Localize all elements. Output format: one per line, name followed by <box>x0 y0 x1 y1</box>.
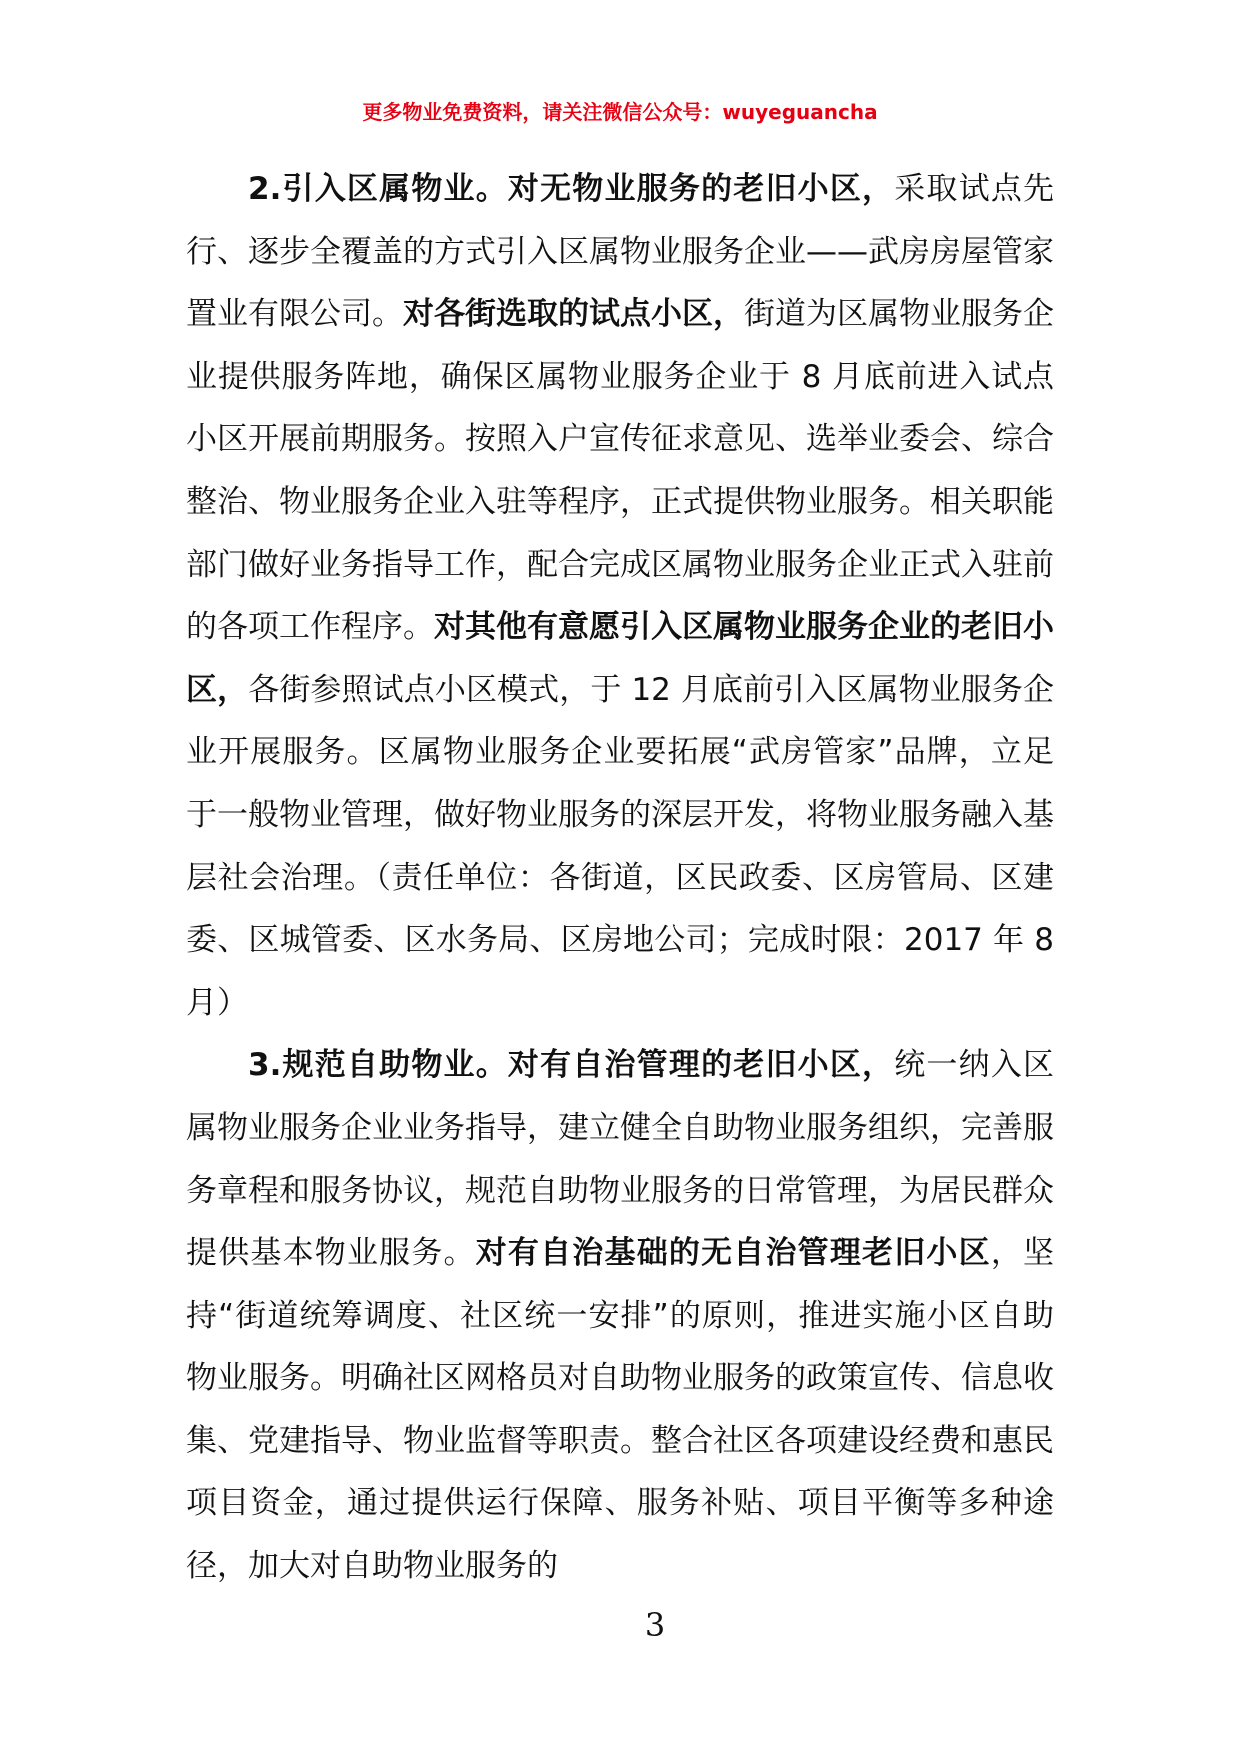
paragraph-section-3 <box>186 1034 1054 1597</box>
section-3-text-2: ，坚持“街道统筹调度、社区统一安排”的原则，推进实施小区自助物业服务。明确社区网格员对自助物业服务的政策宣传、信息收集、党建指导、物业监督等职责。整合社区各项建设经费和惠民项目资金，通过提供运行保障、服务补贴、项目平衡等多种途径，加大对自助物业服务的 <box>186 1235 1055 1585</box>
section-3-heading: 3.规范自助物业。 <box>248 1047 508 1084</box>
section-2-bold-lead-2: 对各街选取的试点小区， <box>403 296 744 333</box>
section-3-bold-lead-2: 对有自治基础的无自治管理老旧小区 <box>475 1235 991 1272</box>
paragraph-section-2 <box>186 158 1054 1034</box>
section-2-bold-lead-1: 对无物业服务的老旧小区， <box>507 171 895 207</box>
document-body <box>186 158 1054 1598</box>
header-promo-note: 更多物业免费资料，请关注微信公众号：wuyeguancha <box>362 100 878 124</box>
section-2-text-3: 各街参照试点小区模式，于 12 月底前引入区属物业服务企业开展服务。区属物业服务企业要拓展“武房管家”品牌，立足于一般物业管理，做好物业服务的深层开发，将物业服务融入基层社会治理。（责任单位：各街道，区民政委、区房管局、区建委、区城管委、区水务局、区房地公司；完成时限：2017 年 8 月） <box>186 671 1055 1021</box>
section-2-heading: 2.引入区属物业。 <box>248 171 508 207</box>
section-2-text-1: 采取试点先行、逐步全覆盖的方式引入区属物业服务企业——武房房屋管家置业有限公司。 <box>186 171 1055 333</box>
section-3-bold-lead-1: 对有自治管理的老旧小区， <box>507 1047 895 1084</box>
section-2-bold-lead-3: 对其他有意愿引入区属物业服务企业的老旧小区， <box>186 609 1054 708</box>
section-2-text-2: 街道为区属物业服务企业提供服务阵地，确保区属物业服务企业于 8 月底前进入试点小区开展前期服务。按照入户宣传征求意见、选举业委会、综合整治、物业服务企业入驻等程序，正式提供物业服务。相关职能部门做好业务指导工作，配合完成区属物业服务企业正式入驻前的各项工作程序。 <box>186 296 1054 646</box>
page-number: 3 <box>644 1606 666 1644</box>
section-3-text-1: 统一纳入区属物业服务企业业务指导，建立健全自助物业服务组织，完善服务章程和服务协议，规范自助物业服务的日常管理，为居民群众提供基本物业服务。 <box>186 1047 1055 1272</box>
